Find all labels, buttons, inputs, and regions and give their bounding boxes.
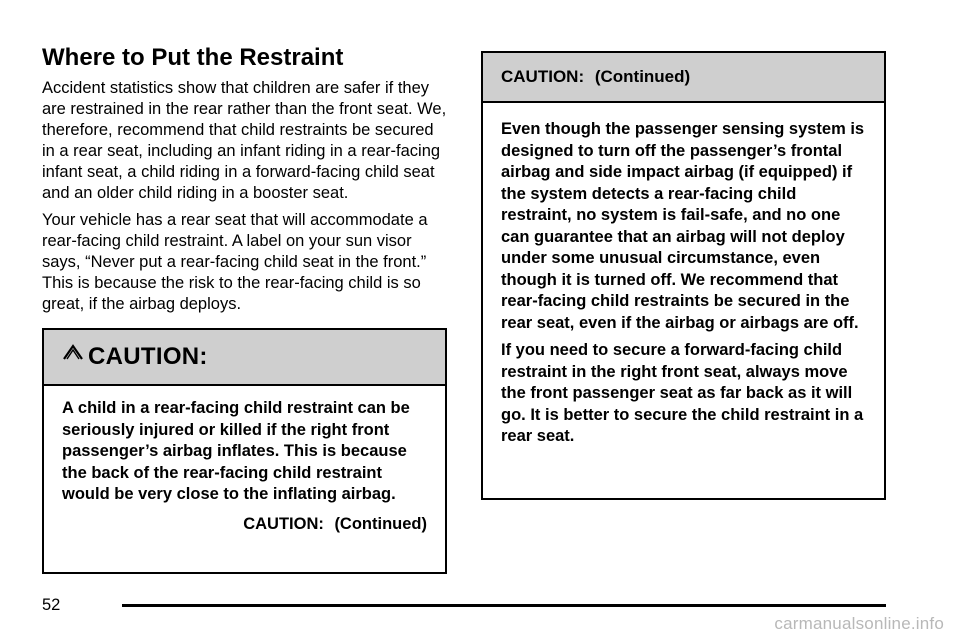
page-number: 52 bbox=[42, 596, 61, 614]
caution-header bbox=[44, 330, 445, 386]
body-paragraph: Your vehicle has a rear seat that will accommodate a rear-facing child restraint. A label on your sun visor says, “Never put a rear-facing child seat in the front.” This is because the risk to the rear-facing child is so great, if the airbag deploys. bbox=[42, 211, 428, 313]
caution-body bbox=[483, 103, 884, 448]
section-title: Where to Put the Restraint bbox=[42, 44, 344, 71]
left-column bbox=[42, 44, 450, 315]
caution-header bbox=[483, 53, 884, 103]
caution-heading: CAUTION: (Continued) bbox=[501, 67, 691, 86]
caution-text: If you need to secure a forward-facing child restraint in the right front seat, always move the front passenger seat as far back as it will go. It is better to secure the child restraint in a rear seat. bbox=[501, 341, 864, 445]
caution-continued-label: CAUTION: (Continued) bbox=[243, 514, 427, 533]
caution-box bbox=[42, 328, 447, 574]
caution-text: Even though the passenger sensing system is designed to turn off the passenger’s frontal airbag and side impact airbag (if equipped) if the system detects a rear-facing child restraint, no system is fail-safe, and no one can guarantee that an airbag will not deploy under some unusual circumstance, even though it is turned off. We recommend that rear-facing child restraints be secured in the rear seat, even if the airbag or airbags are off. bbox=[501, 120, 865, 332]
footer-rule bbox=[122, 604, 886, 607]
body-paragraph: Accident statistics show that children are safer if they are restrained in the rear rather than the front seat. We, therefore, recommend that child restraints be secured in a rear seat, including an infant riding in a rear-facing infant seat, a child riding in a forward-facing child seat and an older child riding in a booster seat. bbox=[42, 79, 447, 202]
warning-caret-icon bbox=[62, 343, 84, 365]
watermark: carmanualsonline.info bbox=[774, 614, 944, 633]
caution-continued-box bbox=[481, 51, 886, 500]
caution-body bbox=[44, 386, 445, 535]
caution-text: A child in a rear-facing child restraint can be seriously injured or killed if the right front passenger’s airbag inflates. This is because the back of the rear-facing child restraint would be very close to the inflating airbag. bbox=[62, 399, 410, 503]
caution-heading: CAUTION: bbox=[88, 343, 208, 370]
